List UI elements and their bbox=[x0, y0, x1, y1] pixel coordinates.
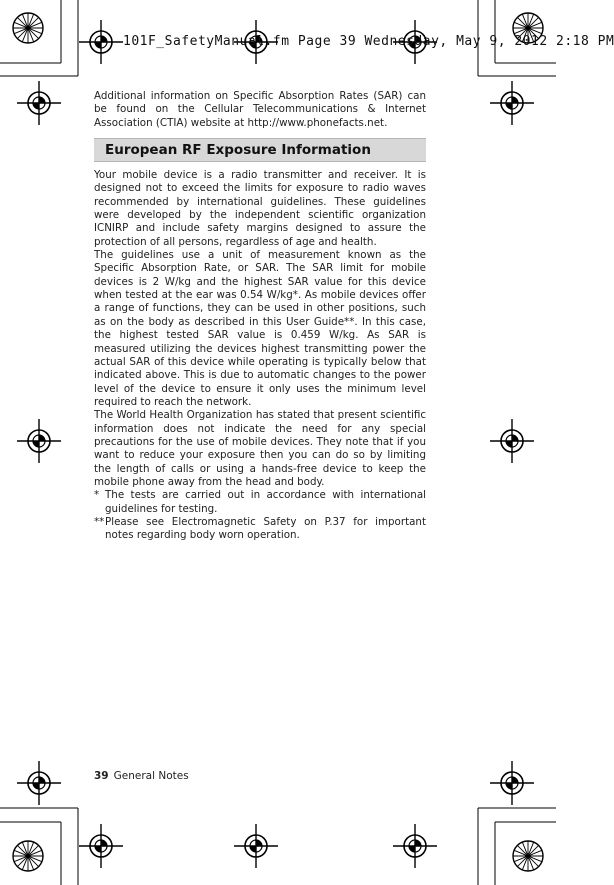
footnote-text: Please see Electromagnetic Safety on P.37 for important notes regarding body worn operation. bbox=[105, 515, 426, 542]
intro-paragraph: Additional information on Specific Absorption Rates (SAR) can be found on the Cellular Telecommunications & Internet Association (CTIA) website at http://www.phonefacts.net. bbox=[94, 90, 426, 129]
footnote-mark: * bbox=[94, 489, 100, 502]
page-number: 39 bbox=[94, 770, 109, 782]
footnote-text: The tests are carried out in accordance with international guidelines for testing. bbox=[105, 489, 426, 515]
body-paragraph: The guidelines use a unit of measurement known as the Specific Absorption Rate, or SAR. The SAR limit for mobile devices is 2 W/kg and the highest SAR value for this device when tested at the ear was 0.54 W/kg*. As mobile devices offer a range of functions, they can be used in other positions, such as on the body as described in this User Guide**. In this case, the highest tested SAR value is 0.459 W/kg. As SAR is measured utilizing the devices highest transmitting power the actual SAR of this device while operating is typically below that indicated above. This is due to automatic changes to the power level of the device to ensure it only uses the minimum level required to reach the network. bbox=[94, 249, 426, 408]
footnote-mark: ** bbox=[94, 515, 105, 528]
section-name: General Notes bbox=[113, 770, 189, 782]
page-content bbox=[94, 90, 426, 543]
body-paragraph: The World Health Organization has stated that present scientific information does not indicate the need for any special precautions for the use of mobile devices. They note that if you want to reduce your exposure then you can do so by limiting the length of calls or using a hands-free device to keep the mobile phone away from the head and body. bbox=[94, 409, 426, 488]
file-info-header: 101F_SafetyManual.fm Page 39 Wednesday, May 9, 2012 2:18 PM bbox=[123, 34, 614, 49]
section-heading: European RF Exposure Information bbox=[94, 138, 426, 162]
footnote bbox=[94, 489, 426, 516]
body-paragraph: Your mobile device is a radio transmitter and receiver. It is designed not to exceed the limits for exposure to radio waves recommended by international guidelines. These guidelines were developed by the independent scientific organization ICNIRP and include safety margins designed to assure the protection of all persons, regardless of age and health. bbox=[94, 169, 426, 248]
footnote bbox=[94, 516, 426, 543]
page-footer bbox=[94, 770, 189, 782]
